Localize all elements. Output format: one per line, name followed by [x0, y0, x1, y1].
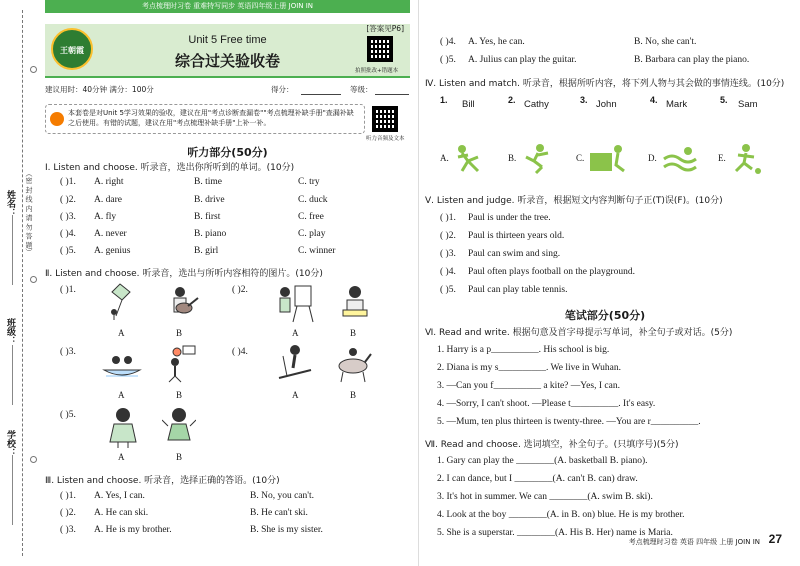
q7-title: Ⅶ. Read and choose. 选词填空，补全句子。(只填序号)(5分)	[425, 440, 679, 450]
writing-title: 笔试部分(50分)	[564, 309, 646, 322]
answer-blank[interactable]: ( )4.	[232, 347, 248, 357]
answer-tag: [答案见P6]	[366, 24, 404, 33]
name-label: 姓名：	[5, 190, 15, 217]
option-a: A. Julius can play the guitar.	[468, 55, 577, 65]
answer-blank[interactable]: ( )5.	[440, 55, 456, 65]
q1-title: Ⅰ. Listen and choose. 听录音，选出你所听到的单词。(10分)	[45, 163, 295, 173]
answer-blank[interactable]: ( )2.	[60, 195, 76, 205]
unit-title: Unit 5 Free time	[188, 34, 267, 46]
basketball-picture	[163, 344, 199, 384]
audio-qr-icon[interactable]	[372, 106, 398, 132]
q7-item[interactable]: 5. She is a superstar. ________(A. His B. Her) name is Maria.	[437, 528, 673, 538]
match-label: D.	[648, 153, 657, 163]
qr-caption: 拍照批改+错题本	[355, 68, 399, 74]
seal-line	[22, 10, 23, 556]
person-name: Mark	[666, 99, 688, 110]
person-number: 3.	[580, 95, 588, 105]
option-c: C. play	[298, 229, 326, 239]
score-label: 得分：	[271, 85, 294, 94]
answer-blank[interactable]: ( )2.	[60, 508, 76, 518]
kite-picture	[100, 282, 140, 322]
option-c: C. winner	[298, 246, 336, 256]
option-b: B. girl	[194, 246, 219, 256]
option-a: A	[292, 328, 299, 338]
match-label: E.	[718, 153, 726, 163]
horse-riding-picture	[333, 344, 373, 384]
q7-item[interactable]: 4. Look at the boy ________(A. in B. on) blue. He is my brother.	[437, 510, 685, 520]
time-info: 建议用时：40分钟 满分：100分	[45, 85, 154, 94]
option-c: C. try	[298, 177, 320, 187]
answer-blank[interactable]: ( )3.	[60, 347, 76, 357]
option-b: B. drive	[194, 195, 225, 205]
q6-title: Ⅵ. Read and write. 根据句意及首字母提示写单词，补全句子或对话。(5分)	[425, 328, 733, 338]
q6-item[interactable]: 4. —Sorry, I can't shoot. —Please t__________. It's easy.	[437, 399, 656, 409]
person-number: 5.	[720, 95, 728, 105]
info-icon	[50, 112, 64, 126]
running-silhouette-icon	[452, 143, 490, 175]
option-b: B. piano	[194, 229, 227, 239]
school-label: 学校：	[5, 430, 15, 457]
reading-picture	[335, 284, 375, 324]
option-b: B. Barbara can play the piano.	[634, 55, 750, 65]
binding-hole	[30, 66, 37, 73]
option-a: A	[292, 390, 299, 400]
listening-title: 听力部分(50分)	[187, 146, 268, 159]
option-b: B	[176, 328, 183, 338]
option-a: A	[118, 452, 125, 462]
answer-blank[interactable]: ( )5.	[60, 410, 76, 420]
statement: Paul can play table tennis.	[468, 285, 568, 295]
option-a: A. genius	[94, 246, 131, 256]
football-silhouette-icon	[730, 143, 764, 175]
q7-item[interactable]: 2. I can dance, but I ________(A. can't B. can) draw.	[437, 474, 638, 484]
answer-blank[interactable]: ( )1.	[440, 213, 456, 223]
binding-hole	[30, 456, 37, 463]
option-a: A. never	[94, 229, 127, 239]
option-a: A. right	[94, 177, 124, 187]
answer-blank[interactable]: ( )3.	[60, 525, 76, 535]
option-c: C. free	[298, 212, 324, 222]
skiing-picture	[275, 342, 315, 384]
q6-item[interactable]: 2. Diana is my s__________. We live in Wuhan.	[437, 363, 621, 373]
q3-title: Ⅲ. Listen and choose. 听录音，选择正确的答语。(10分)	[45, 476, 280, 486]
answer-blank[interactable]: ( )1.	[60, 491, 76, 501]
statement: Paul can swim and sing.	[468, 249, 561, 259]
option-a: A. Yes, I can.	[94, 491, 145, 501]
answer-blank[interactable]: ( )5.	[60, 246, 76, 256]
person-name: Sam	[738, 99, 758, 110]
brand-logo: 王朝霞	[51, 28, 93, 70]
q7-item[interactable]: 3. It's hot in summer. We can ________(A. swim B. ski).	[437, 492, 653, 502]
option-a: A. He can ski.	[94, 508, 149, 518]
person-name: Bill	[462, 99, 475, 110]
person-number: 1.	[440, 95, 448, 105]
match-label: A.	[440, 153, 449, 163]
answer-blank[interactable]: ( )3.	[60, 212, 76, 222]
q2-title: Ⅱ. Listen and choose. 听录音，选出与所听内容相符的图片。(10分)	[45, 269, 323, 279]
class-field[interactable]	[12, 345, 13, 405]
match-label: B.	[508, 153, 517, 163]
class-label: 班级：	[5, 318, 15, 345]
answer-blank[interactable]: ( )4.	[60, 229, 76, 239]
title-banner	[45, 24, 410, 78]
option-c: C. duck	[298, 195, 328, 205]
option-a: A	[118, 328, 125, 338]
option-b: B	[350, 328, 357, 338]
binding-strip	[0, 0, 40, 566]
answer-blank[interactable]: ( )4.	[440, 37, 456, 47]
answer-blank[interactable]: ( )5.	[440, 285, 456, 295]
q7-item[interactable]: 1. Gary can play the ________(A. basketball B. piano).	[437, 456, 648, 466]
option-a: A. fly	[94, 212, 117, 222]
boating-picture	[100, 344, 144, 382]
option-b: B	[350, 390, 357, 400]
person-name: John	[596, 99, 617, 110]
statement: Paul often plays football on the playground.	[468, 267, 636, 277]
answer-blank[interactable]: ( )3.	[440, 249, 456, 259]
footer-text: 考点梳理时习卷 英语 四年级 上册 JOIN IN	[628, 538, 760, 546]
option-a: A. He is my brother.	[94, 525, 172, 535]
option-a: A. dare	[94, 195, 122, 205]
girl-singing-picture	[106, 406, 140, 448]
option-b: B. time	[194, 177, 222, 187]
top-bar: 考点梳理时习卷 重难特写同步 英语四年级上册 JOIN IN	[45, 0, 410, 13]
grade-field[interactable]	[375, 94, 409, 95]
person-number: 4.	[650, 95, 658, 105]
painting-picture	[275, 282, 315, 324]
score-field[interactable]	[301, 94, 341, 95]
q5-title: Ⅴ. Listen and judge. 听录音，根据短文内容判断句子正(T)误(F)。(10分)	[425, 196, 723, 206]
qr-code-icon[interactable]	[367, 36, 393, 62]
swimming-silhouette-icon	[660, 143, 698, 175]
instruction-note	[45, 104, 365, 134]
option-b: B. She is my sister.	[250, 525, 323, 535]
page-divider	[418, 0, 419, 566]
audio-qr-caption: 听力音频及文本	[366, 136, 405, 142]
person-name: Cathy	[524, 99, 549, 110]
answer-blank[interactable]: ( )2.	[232, 285, 248, 295]
school-field[interactable]	[12, 455, 13, 525]
answer-blank[interactable]: ( )4.	[440, 267, 456, 277]
piano-silhouette-icon	[588, 143, 626, 175]
option-b: B. No, you can't.	[250, 491, 314, 501]
option-a: A. Yes, he can.	[468, 37, 525, 47]
seal-note: （密 封 线 内 请 勿 答 题）	[25, 170, 33, 256]
option-b: B. first	[194, 212, 221, 222]
option-b: B. No, she can't.	[634, 37, 697, 47]
statement: Paul is under the tree.	[468, 213, 551, 223]
match-label: C.	[576, 153, 585, 163]
answer-blank[interactable]: ( )1.	[60, 177, 76, 187]
person-number: 2.	[508, 95, 516, 105]
q6-item[interactable]: 3. —Can you f__________ a kite? —Yes, I can.	[437, 381, 620, 391]
guitar-picture	[160, 284, 200, 324]
option-b: B. He can't ski.	[250, 508, 308, 518]
page-number: 27	[768, 532, 782, 546]
exam-meta	[45, 84, 410, 95]
grade-label: 等级：	[350, 85, 373, 94]
name-field[interactable]	[12, 215, 13, 285]
answer-blank[interactable]: ( )1.	[60, 285, 76, 295]
statement: Paul is thirteen years old.	[468, 231, 565, 241]
girl-dancing-picture	[162, 406, 196, 448]
answer-blank[interactable]: ( )2.	[440, 231, 456, 241]
option-b: B	[176, 390, 183, 400]
binding-hole	[30, 276, 37, 283]
option-a: A	[118, 390, 125, 400]
q6-item[interactable]: 1. Harry is a p__________. His school is big.	[437, 345, 610, 355]
q4-title: Ⅳ. Listen and match. 听录音，根据所听内容，将下列人物与其会做的事情连线。(10分)	[425, 79, 785, 89]
option-b: B	[176, 452, 183, 462]
q6-item[interactable]: 5. —Mum, ten plus thirteen is twenty-three. —You are r__________.	[437, 417, 701, 427]
note-text: 本套卷是对Unit 5学习效果的验收，建议在用"考点诊断查漏卷""考点梳理补缺手册"查漏补缺之后使用。有错的试题，建议在用"考点梳理补缺手册"上补一补。	[68, 109, 354, 127]
jumping-silhouette-icon	[520, 143, 554, 175]
exam-title: 综合过关验收卷	[174, 52, 280, 70]
